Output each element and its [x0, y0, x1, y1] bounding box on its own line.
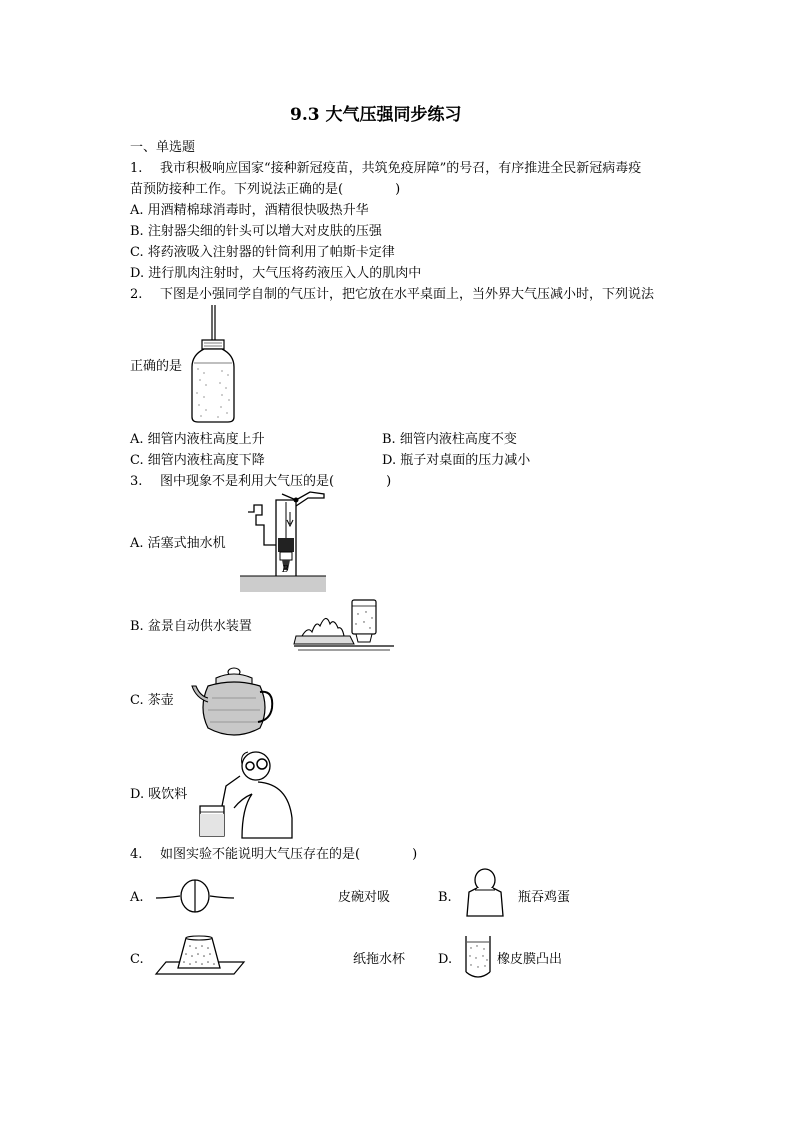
svg-text:B: B [282, 565, 289, 575]
piston-pump-figure [238, 490, 328, 595]
teapot-figure [190, 664, 276, 742]
question-1-option-a: A. 用酒精棉球消毒时，酒精很快吸热升华 [130, 203, 369, 218]
question-1-stem-line1: 我市积极响应国家“接种新冠疫苗，共筑免疫屏障”的号召，有序推进全民新冠病毒疫 [160, 161, 642, 176]
question-2-stem-line1: 下图是小强同学自制的气压计，把它放在水平桌面上，当外界大气压减小时，下列说法 [160, 287, 655, 302]
question-4-option-d-letter: D. [438, 952, 453, 967]
question-1-stem-line2: 苗预防接种工作。下列说法正确的是( ) [130, 182, 401, 197]
question-4-number: 4. [130, 847, 143, 862]
question-4-option-b-letter: B. [438, 890, 452, 905]
question-1-option-c: C. 将药液吸入注射器的针筒利用了帕斯卡定律 [130, 245, 395, 260]
question-4-option-c-caption: 纸拖水杯 [353, 952, 406, 967]
suction-cups-figure [156, 874, 234, 914]
bonsai-water-supply-figure [294, 598, 394, 654]
question-1-number: 1. [130, 161, 143, 176]
question-4-option-d-caption: 橡皮膜凸出 [497, 952, 563, 967]
bottle-egg-figure [465, 868, 505, 918]
question-2-option-c: C. 细管内液柱高度下降 [130, 453, 265, 468]
question-2-number: 2. [130, 287, 143, 302]
question-2-option-a: A. 细管内液柱高度上升 [130, 432, 265, 447]
question-4-option-c-letter: C. [130, 952, 144, 967]
question-3-number: 3. [130, 474, 143, 489]
question-4-option-a-caption: 皮碗对吸 [338, 890, 391, 905]
question-4-option-b-caption: 瓶吞鸡蛋 [518, 890, 571, 905]
question-4-option-a-letter: A. [130, 890, 144, 905]
paper-cup-figure [156, 932, 248, 976]
page-title: 9.3 大气压强同步练习 [290, 105, 462, 125]
question-4-stem-line1: 如图实验不能说明大气压存在的是( ) [160, 847, 418, 862]
question-1-option-d: D. 进行肌肉注射时，大气压将药液压入人的肌肉中 [130, 266, 422, 281]
rubber-membrane-figure [462, 934, 496, 982]
question-2-option-d: D. 瓶子对桌面的压力减小 [382, 453, 531, 468]
question-3-stem-line1: 图中现象不是利用大气压的是( ) [160, 474, 392, 489]
question-2-option-b: B. 细管内液柱高度不变 [382, 432, 517, 447]
question-3-option-c: C. 茶壶 [130, 693, 174, 708]
question-3-option-b: B. 盆景自动供水装置 [130, 619, 252, 634]
question-1-option-b: B. 注射器尖细的针头可以增大对皮肤的压强 [130, 224, 382, 239]
section-heading: 一、单选题 [130, 140, 196, 155]
drinking-straw-figure [196, 748, 296, 840]
question-2-stem-line2: 正确的是 [130, 359, 183, 374]
barometer-bottle-figure [188, 305, 238, 425]
question-3-option-a: A. 活塞式抽水机 [130, 536, 226, 551]
question-3-option-d: D. 吸饮料 [130, 787, 188, 802]
